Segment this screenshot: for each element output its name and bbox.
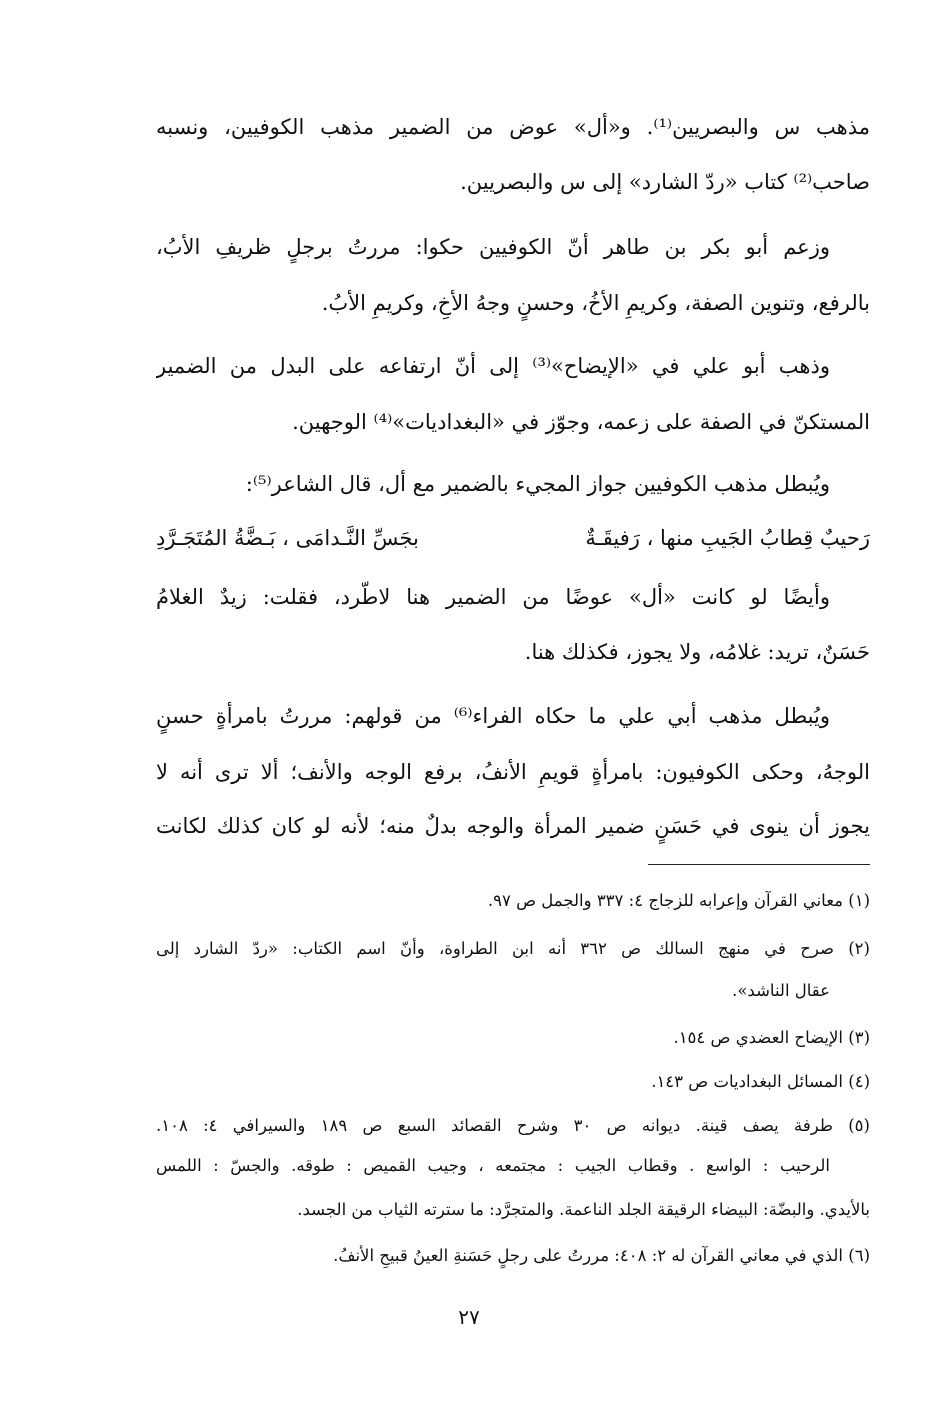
footnote-line: (٥) طرفة يصف قينة. ديوانه ص ٣٠ وشرح القصائد السبع ص ١٨٩ والسيرافي ٤: ١٠٨. [156,1116,870,1135]
text-line: ويُبطل مذهب الكوفيين جواز المجيء بالضمير مع أل، قال الشاعر⁽⁵⁾: [245,472,830,496]
verse-second-hemistich: بجَسِّ النَّـدامَى ، بَـضَّةُ المُتَجَـرَّدِ [156,526,419,550]
text-line: صاحب⁽²⁾ كتاب «ردّ الشارد» إلى س والبصريين. [460,170,870,194]
footnote-line: (٢) صرح في منهج السالك ص ٣٦٢ أنه ابن الطراوة، وأنّ اسم الكتاب: «ردّ الشارد إلى [156,939,870,958]
page-number: ٢٧ [458,1305,480,1329]
text-line: الوجهُ، وحكى الكوفيون: بامرأةٍ قويمِ الأنفُ، برفع الوجه والأنف؛ ألا ترى أنه لا [156,760,870,784]
verse-first-hemistich: رَحيبٌ قِطابُ الجَيبِ منها ، رَفيقَـةٌ [585,526,870,550]
footnote-line: (٣) الإيضاح العضدي ص ١٥٤. [673,1028,870,1047]
text-line: بالرفع، وتنوين الصفة، وكريمِ الأخُ، وحسنٍ وجهُ الأخِ، وكريمِ الأبُ. [321,291,870,315]
text-line: مذهب س والبصريين⁽¹⁾. و«أل» عوض من الضمير مذهب الكوفيين، ونسبه [156,115,870,139]
text-line: حَسَنٌ، تريد: غلامُه، ولا يجوز، فكذلك هنا. [524,640,870,664]
footnote-line: (٤) المسائل البغداديات ص ١٤٣. [651,1072,870,1091]
text-line: وأيضًا لو كانت «أل» عوضًا من الضمير هنا لاطّرد، فقلت: زيدٌ الغلامُ [156,585,830,609]
text-line: ويُبطل مذهب أبي علي ما حكاه الفراء⁽⁶⁾ من قولهم: مررتُ بامرأةٍ حسنٍ [156,704,831,728]
footnote-separator [648,864,870,865]
text-line: وذهب أبو علي في «الإيضاح»⁽³⁾ إلى أنّ ارتفاعه على البدل من الضمير [156,354,830,378]
footnote-line: (١) معاني القرآن وإعرابه للزجاج ٤: ٣٣٧ والجمل ص ٩٧. [487,891,870,910]
text-line: وزعم أبو بكر بن طاهر أنّ الكوفيين حكوا: مررتُ برجلٍ ظريفِ الأبُ، [156,235,830,259]
footnote-line: عقال الناشد». [732,981,830,1000]
poetry-verse [156,518,870,558]
footnote-line: (٦) الذي في معاني القرآن له ٢: ٤٠٨: مررتُ على رجلٍ حَسَنةِ العينُ قبيحِ الأنفُ. [333,1246,870,1265]
text-line: المستكنّ في الصفة على زعمه، وجوّز في «البغداديات»⁽⁴⁾ الوجهين. [292,410,870,434]
footnote-line: بالأيدي. والبضّة: البيضاء الرقيقة الجلد الناعمة. والمتجرَّد: ما سترته الثياب من الجسد. [297,1200,870,1219]
footnote-line: الرحيب : الواسع . وقطاب الجيب : مجتمعه ، وجيب القميص : طوقه. والجسّ : اللمس [156,1156,830,1175]
text-line: يجوز أن ينوى في حَسَنٍ ضمير المرأة والوجه بدلٌ منه؛ لأنه لو كان كذلك لكانت [156,814,870,838]
